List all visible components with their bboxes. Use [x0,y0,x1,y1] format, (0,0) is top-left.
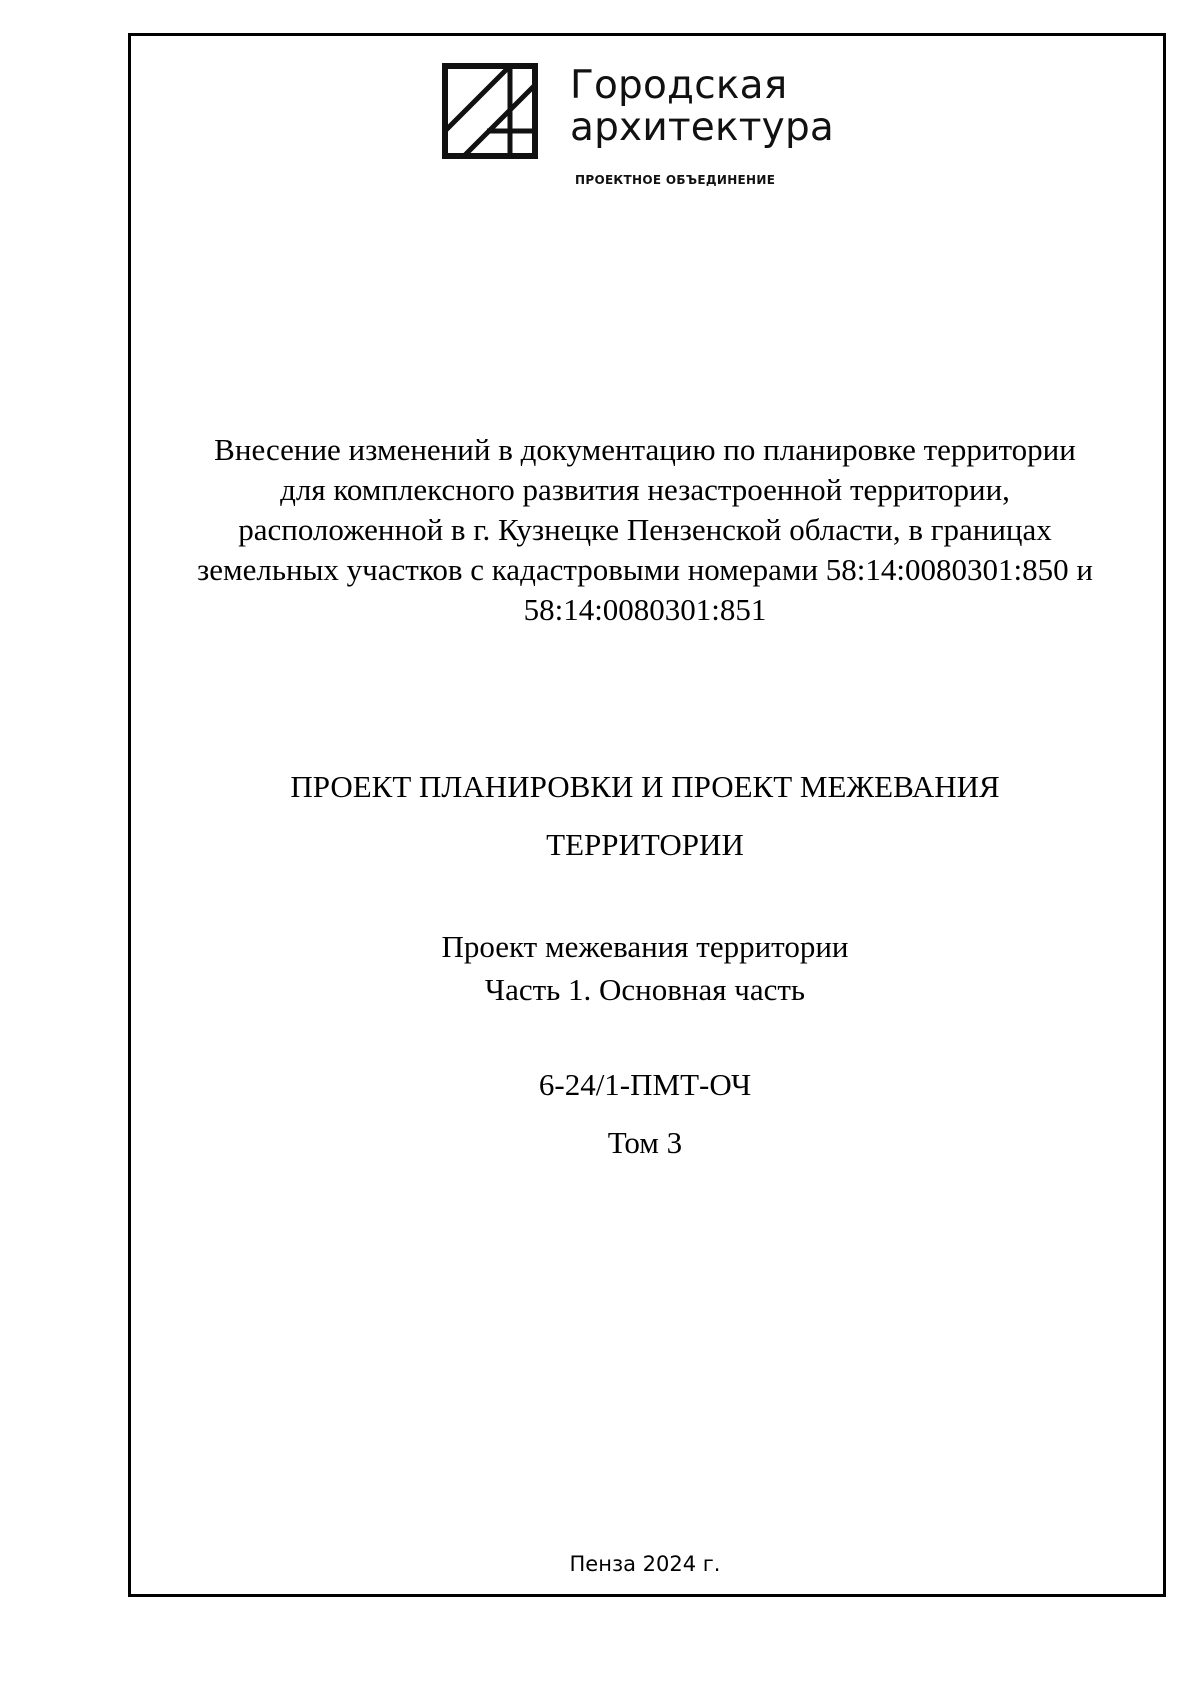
section-block [150,925,1140,1011]
description-line: для комплексного развития незастроенной территории, [280,472,1010,507]
project-title-line1: ПРОЕКТ ПЛАНИРОВКИ И ПРОЕКТ МЕЖЕВАНИЯ [290,769,1000,804]
project-title [150,758,1140,874]
project-title-line2: ТЕРРИТОРИИ [546,827,744,862]
document-description [150,430,1140,630]
logo-name-line1: Городская [570,63,788,108]
volume-number: Том 3 [607,1125,683,1160]
city-year: Пенза 2024 г. [569,1552,721,1576]
document-code-block [150,1056,1140,1172]
description-line: Внесение изменений в документацию по планировке территории [214,432,1076,467]
document-code: 6-24/1-ПМТ-ОЧ [538,1067,752,1102]
description-line: расположенной в г. Кузнецке Пензенской области, в границах [238,512,1052,547]
company-logo [442,63,862,198]
part-title: Часть 1. Основная часть [484,972,806,1007]
description-line: 58:14:0080301:851 [523,592,767,627]
logo-name-line2: архитектура [570,105,835,150]
logo-mark-icon [442,63,538,159]
description-line: земельных участков с кадастровыми номерами 58:14:0080301:850 и [197,552,1093,587]
section-title: Проект межевания территории [441,929,849,964]
logo-subtitle: ПРОЕКТНОЕ ОБЪЕДИНЕНИЕ [575,173,776,187]
logo-name [570,65,834,149]
